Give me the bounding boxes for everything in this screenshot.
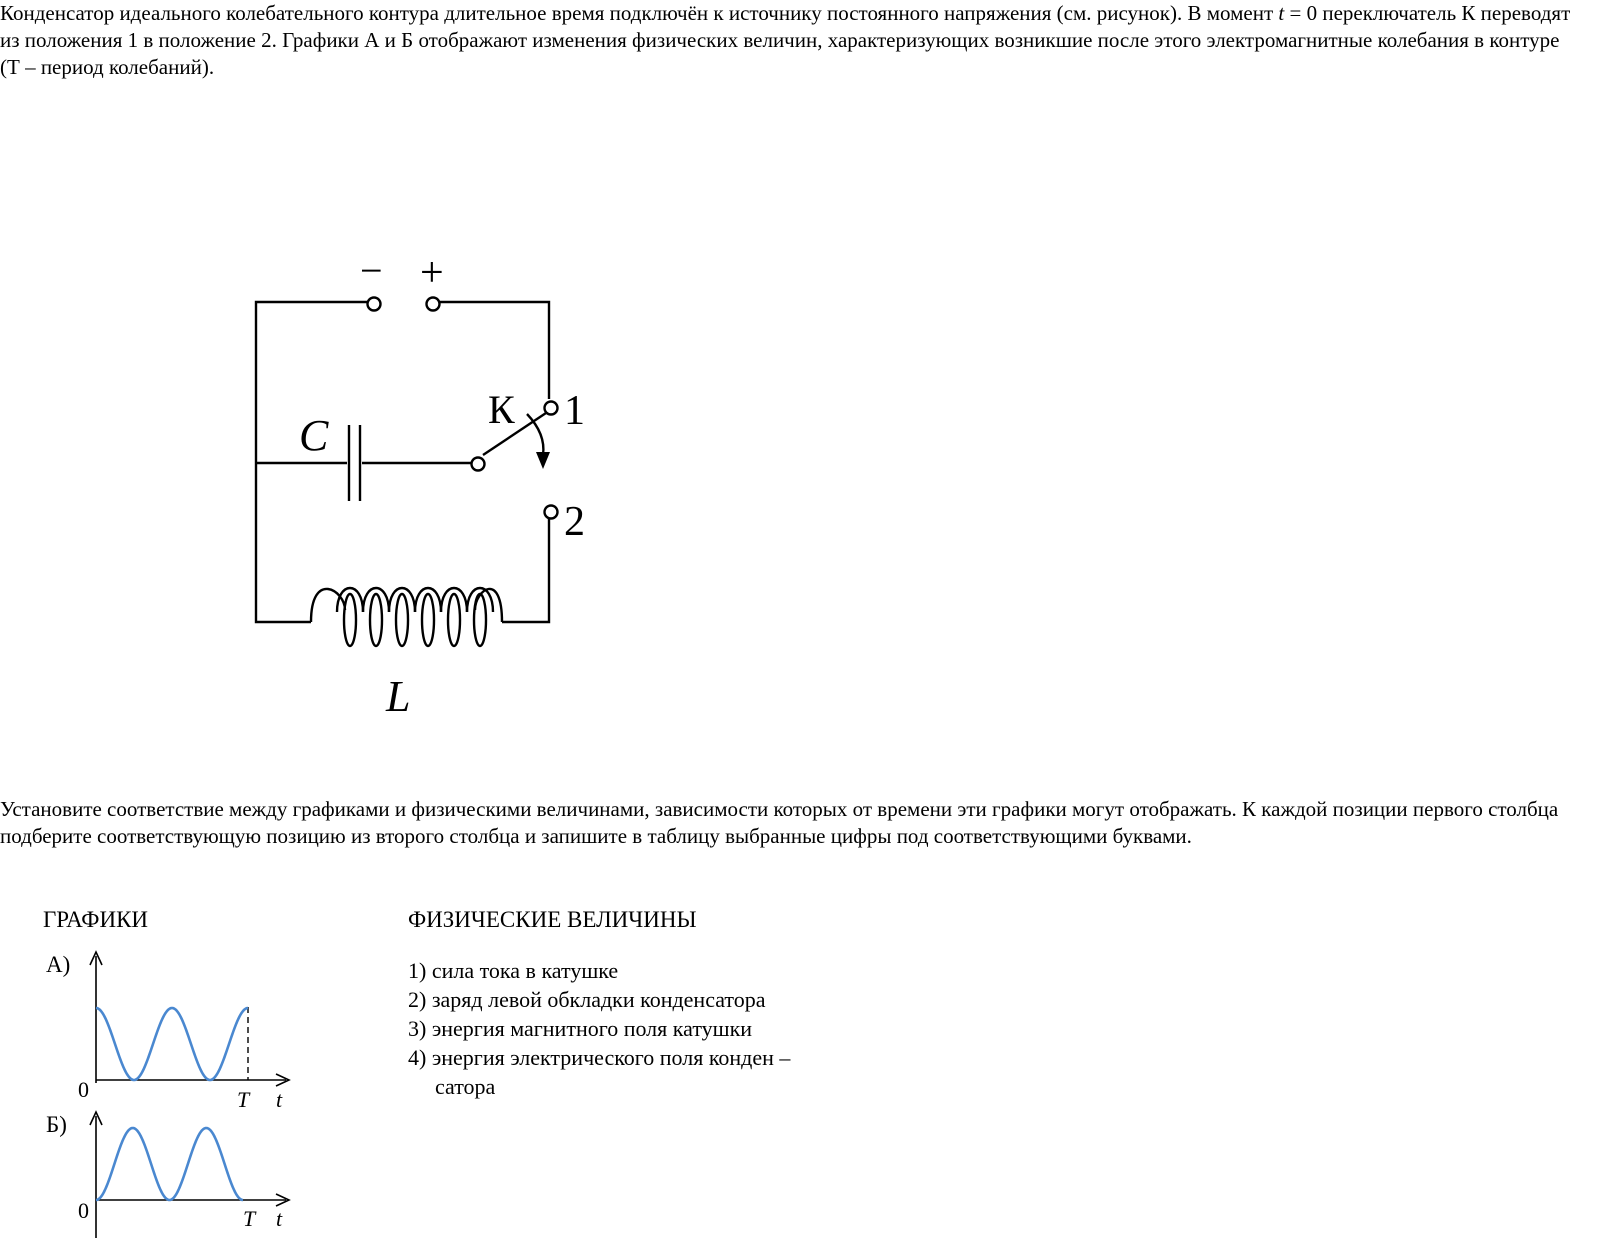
math-equals: = bbox=[1284, 1, 1307, 25]
inductor-turn bbox=[396, 594, 408, 646]
inductor-turn bbox=[448, 594, 460, 646]
quantity-item-3: 3) энергия магнитного поля катушки bbox=[408, 1016, 753, 1041]
quantity-item-2: 2) заряд левой обкладки конденсатора bbox=[408, 987, 766, 1012]
right-bottom-wire bbox=[502, 519, 549, 622]
circuit-diagram bbox=[256, 298, 558, 647]
inductor-arc bbox=[337, 588, 363, 612]
math-t: t bbox=[1278, 1, 1285, 25]
graph-b bbox=[46, 1112, 289, 1238]
switch-pivot bbox=[472, 458, 485, 471]
graphs-column-header: ГРАФИКИ bbox=[43, 907, 149, 932]
circuit-labels bbox=[299, 248, 585, 721]
terminal-minus bbox=[368, 298, 381, 311]
graph-a-t-label: t bbox=[276, 1087, 283, 1112]
intro-text-after: переключатель К переводят из положения 1 в положение 2. Графики А и Б отображают изменения физических величин, характеризующих возникшие после этого электромагнитные колебания в контуре (Т – период колебаний). bbox=[0, 1, 1571, 79]
inductor-arc bbox=[441, 588, 467, 612]
math-zero: 0 bbox=[1306, 1, 1318, 25]
inductor-arc bbox=[389, 588, 415, 612]
minus-label: − bbox=[360, 248, 383, 293]
graph-b-origin-label: 0 bbox=[78, 1198, 89, 1223]
inductor-turn bbox=[422, 594, 434, 646]
inductor-turn bbox=[370, 594, 382, 646]
graph-b-period-label: T bbox=[243, 1206, 256, 1231]
inductor-arc bbox=[363, 588, 389, 612]
graph-b-label: Б) bbox=[46, 1112, 67, 1137]
position-2-label: 2 bbox=[564, 499, 585, 545]
inductor-loops bbox=[337, 588, 493, 646]
inductor-turn bbox=[344, 594, 356, 646]
inductor-turn bbox=[474, 594, 486, 646]
task-text: Установите соответствие между графиками и физическими величинами, зависимости которых от времени эти графики могут отображать. К каждой позиции первого столбца подберите соответствующую позицию из второго столбца и запишите в таблицу выбранные цифры под соответствующими буквами. bbox=[0, 797, 1559, 848]
capacitor-label: C bbox=[299, 411, 329, 460]
terminal-plus bbox=[427, 298, 440, 311]
graph-a-origin-label: 0 bbox=[78, 1077, 89, 1102]
quantity-item-4: 4) энергия электрического поля конден – bbox=[408, 1045, 791, 1070]
quantity-item-1: 1) сила тока в катушке bbox=[408, 958, 619, 983]
quantities-list bbox=[408, 956, 790, 1101]
position-1-label: 1 bbox=[564, 388, 585, 434]
inductor-arc bbox=[467, 588, 493, 612]
graph-a-period-label: T bbox=[237, 1087, 250, 1112]
graph-b-t-label: t bbox=[276, 1206, 283, 1231]
inductor-arc bbox=[415, 588, 441, 612]
contact-2 bbox=[545, 506, 558, 519]
quantity-item-4-continuation: сатора bbox=[435, 1074, 496, 1099]
contact-1 bbox=[545, 402, 558, 415]
quantities-column-header: ФИЗИЧЕСКИЕ ВЕЛИЧИНЫ bbox=[408, 907, 697, 932]
graph-a-curve bbox=[96, 1008, 248, 1080]
switch-arrow-head bbox=[536, 452, 550, 469]
switch-label: К bbox=[488, 387, 515, 432]
plus-label: + bbox=[420, 250, 444, 296]
graph-b-curve bbox=[96, 1128, 243, 1200]
right-top-wire bbox=[437, 302, 549, 399]
intro-text-before: Конденсатор идеального колебательного контура длительное время подключён к источнику постоянного напряжения (см. рисунок). В момент bbox=[0, 1, 1279, 25]
graph-a-label: А) bbox=[46, 952, 71, 977]
inductor-label: L bbox=[386, 672, 411, 721]
graph-a bbox=[46, 952, 289, 1112]
